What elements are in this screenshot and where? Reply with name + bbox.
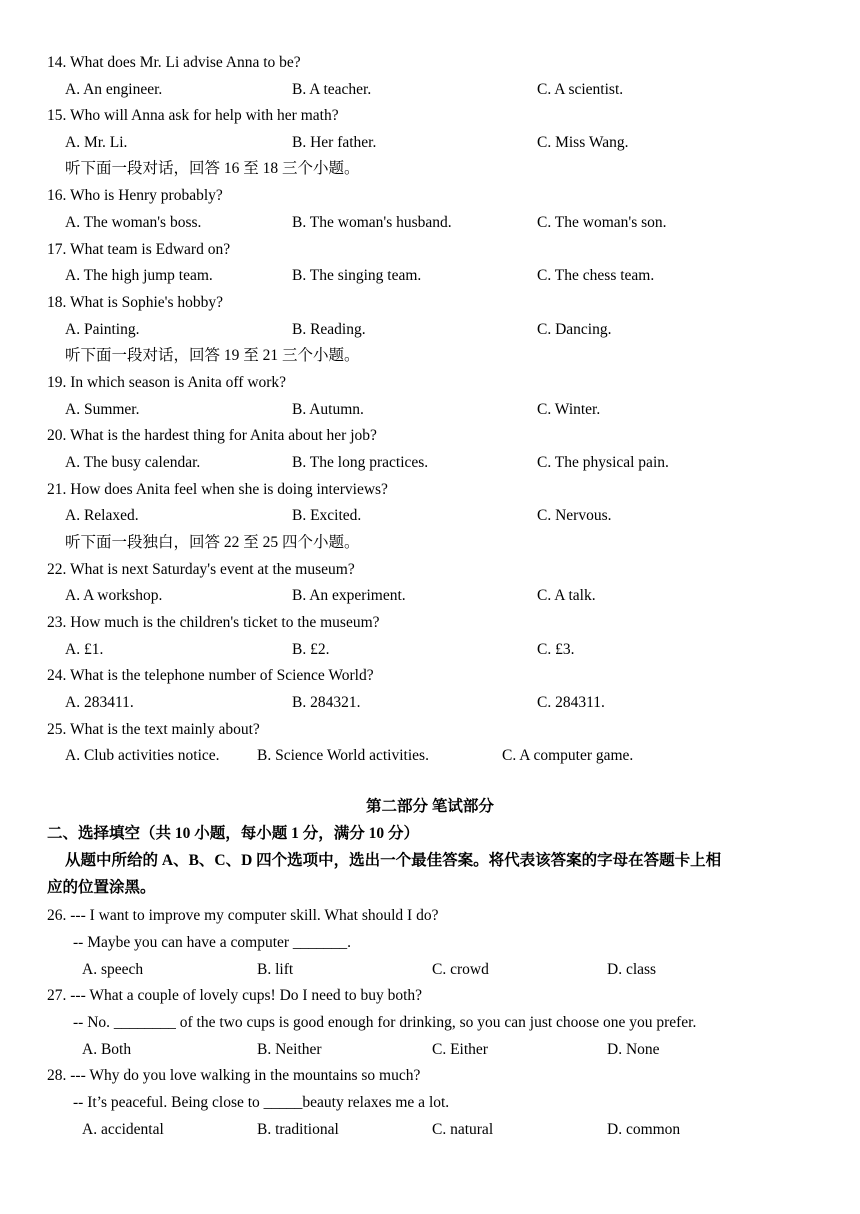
question-line: 27. --- What a couple of lovely cups! Do I need to buy both? [47, 987, 423, 1004]
question-16 [0, 183, 860, 209]
question-27 [0, 983, 860, 1009]
option-b: B. Her father. [292, 134, 377, 151]
note-text: 听下面一段独白，回答 22 至 25 四个小题。 [65, 534, 360, 551]
option-b: B. The woman's husband. [292, 214, 452, 231]
option-c: C. Miss Wang. [537, 134, 629, 151]
question-27-options [0, 1037, 860, 1063]
question-19-options [0, 397, 860, 423]
listening-note [0, 343, 860, 369]
question-stem: 18. What is Sophie's hobby? [47, 294, 224, 311]
question-line: -- It’s peaceful. Being close to _____beauty relaxes me a lot. [73, 1094, 450, 1111]
option-a: A. Both [82, 1041, 132, 1058]
question-24-options [0, 690, 860, 716]
option-c: C. Either [432, 1041, 488, 1058]
option-a: A. The woman's boss. [65, 214, 202, 231]
question-23-options [0, 637, 860, 663]
question-line: -- Maybe you can have a computer _______. [73, 934, 352, 951]
question-22-options [0, 583, 860, 609]
question-20 [0, 423, 860, 449]
option-a: A. A workshop. [65, 587, 163, 604]
question-15-options [0, 130, 860, 156]
option-b: B. Autumn. [292, 401, 364, 418]
question-18 [0, 290, 860, 316]
option-a: A. The busy calendar. [65, 454, 201, 471]
option-b: B. traditional [257, 1121, 339, 1138]
question-24 [0, 663, 860, 689]
question-23 [0, 610, 860, 636]
question-17-options [0, 263, 860, 289]
instruction-text: 应的位置涂黑。 [47, 879, 156, 896]
option-c: C. A talk. [537, 587, 596, 604]
question-stem: 15. Who will Anna ask for help with her math? [47, 107, 339, 124]
instruction-text: 从题中所给的 A、B、C、D 四个选项中，选出一个最佳答案。将代表该答案的字母在答题卡上相 [65, 852, 722, 869]
instruction-row [0, 875, 860, 901]
option-a: A. Club activities notice. [65, 747, 220, 764]
question-18-options [0, 317, 860, 343]
option-d: D. None [607, 1041, 660, 1058]
option-a: A. Relaxed. [65, 507, 139, 524]
question-stem: 14. What does Mr. Li advise Anna to be? [47, 54, 301, 71]
option-a: A. Summer. [65, 401, 140, 418]
question-stem: 24. What is the telephone number of Science World? [47, 667, 374, 684]
part-title: 第二部分 笔试部分 [366, 798, 494, 815]
question-14 [0, 50, 860, 76]
option-c: C. The chess team. [537, 267, 655, 284]
option-b: B. £2. [292, 641, 330, 658]
option-b: B. Neither [257, 1041, 322, 1058]
option-a: A. Painting. [65, 321, 140, 338]
question-16-options [0, 210, 860, 236]
option-d: D. class [607, 961, 657, 978]
option-b: B. The singing team. [292, 267, 422, 284]
listening-note [0, 156, 860, 182]
option-b: B. Reading. [292, 321, 366, 338]
section-title: 二、选择填空（共 10 小题，每小题 1 分，满分 10 分） [47, 825, 420, 842]
question-28-options [0, 1117, 860, 1143]
listening-note [0, 530, 860, 556]
question-line: -- No. ________ of the two cups is good enough for drinking, so you can just choose one you prefer. [73, 1014, 697, 1031]
option-c: C. The woman's son. [537, 214, 667, 231]
option-c: C. A scientist. [537, 81, 624, 98]
note-text: 听下面一段对话，回答 16 至 18 三个小题。 [65, 160, 360, 177]
note-text: 听下面一段对话，回答 19 至 21 三个小题。 [65, 347, 360, 364]
option-d: D. common [607, 1121, 681, 1138]
option-a: A. accidental [82, 1121, 164, 1138]
question-stem: 19. In which season is Anita off work? [47, 374, 287, 391]
option-c: C. £3. [537, 641, 575, 658]
question-20-options [0, 450, 860, 476]
question-26-options [0, 957, 860, 983]
question-26 [0, 903, 860, 929]
question-19 [0, 370, 860, 396]
question-21 [0, 477, 860, 503]
question-28-response [0, 1090, 860, 1116]
question-21-options [0, 503, 860, 529]
question-stem: 17. What team is Edward on? [47, 241, 231, 258]
option-a: A. Mr. Li. [65, 134, 128, 151]
question-stem: 16. Who is Henry probably? [47, 187, 223, 204]
option-c: C. A computer game. [502, 747, 634, 764]
option-a: A. The high jump team. [65, 267, 213, 284]
question-22 [0, 557, 860, 583]
option-b: B. lift [257, 961, 294, 978]
option-b: B. An experiment. [292, 587, 406, 604]
question-15 [0, 103, 860, 129]
option-c: C. Dancing. [537, 321, 612, 338]
option-b: B. Science World activities. [257, 747, 429, 764]
question-stem: 20. What is the hardest thing for Anita about her job? [47, 427, 377, 444]
option-c: C. Winter. [537, 401, 601, 418]
option-a: A. 283411. [65, 694, 134, 711]
question-stem: 21. How does Anita feel when she is doing interviews? [47, 481, 388, 498]
question-stem: 23. How much is the children's ticket to the museum? [47, 614, 380, 631]
option-c: C. crowd [432, 961, 489, 978]
section-title-row [0, 821, 860, 847]
option-b: B. A teacher. [292, 81, 372, 98]
question-27-response [0, 1010, 860, 1036]
question-26-response [0, 930, 860, 956]
question-28 [0, 1063, 860, 1089]
option-c: C. natural [432, 1121, 494, 1138]
question-line: 28. --- Why do you love walking in the mountains so much? [47, 1067, 421, 1084]
option-c: C. The physical pain. [537, 454, 669, 471]
question-25 [0, 717, 860, 743]
option-a: A. An engineer. [65, 81, 163, 98]
question-17 [0, 237, 860, 263]
option-c: C. 284311. [537, 694, 605, 711]
question-stem: 22. What is next Saturday's event at the museum? [47, 561, 355, 578]
option-b: B. The long practices. [292, 454, 429, 471]
option-a: A. speech [82, 961, 144, 978]
question-stem: 25. What is the text mainly about? [47, 721, 260, 738]
question-25-options [0, 743, 860, 769]
option-b: B. 284321. [292, 694, 361, 711]
instruction-row [0, 848, 860, 874]
option-c: C. Nervous. [537, 507, 612, 524]
option-b: B. Excited. [292, 507, 362, 524]
option-a: A. £1. [65, 641, 104, 658]
question-line: 26. --- I want to improve my computer skill. What should I do? [47, 907, 439, 924]
question-14-options [0, 77, 860, 103]
